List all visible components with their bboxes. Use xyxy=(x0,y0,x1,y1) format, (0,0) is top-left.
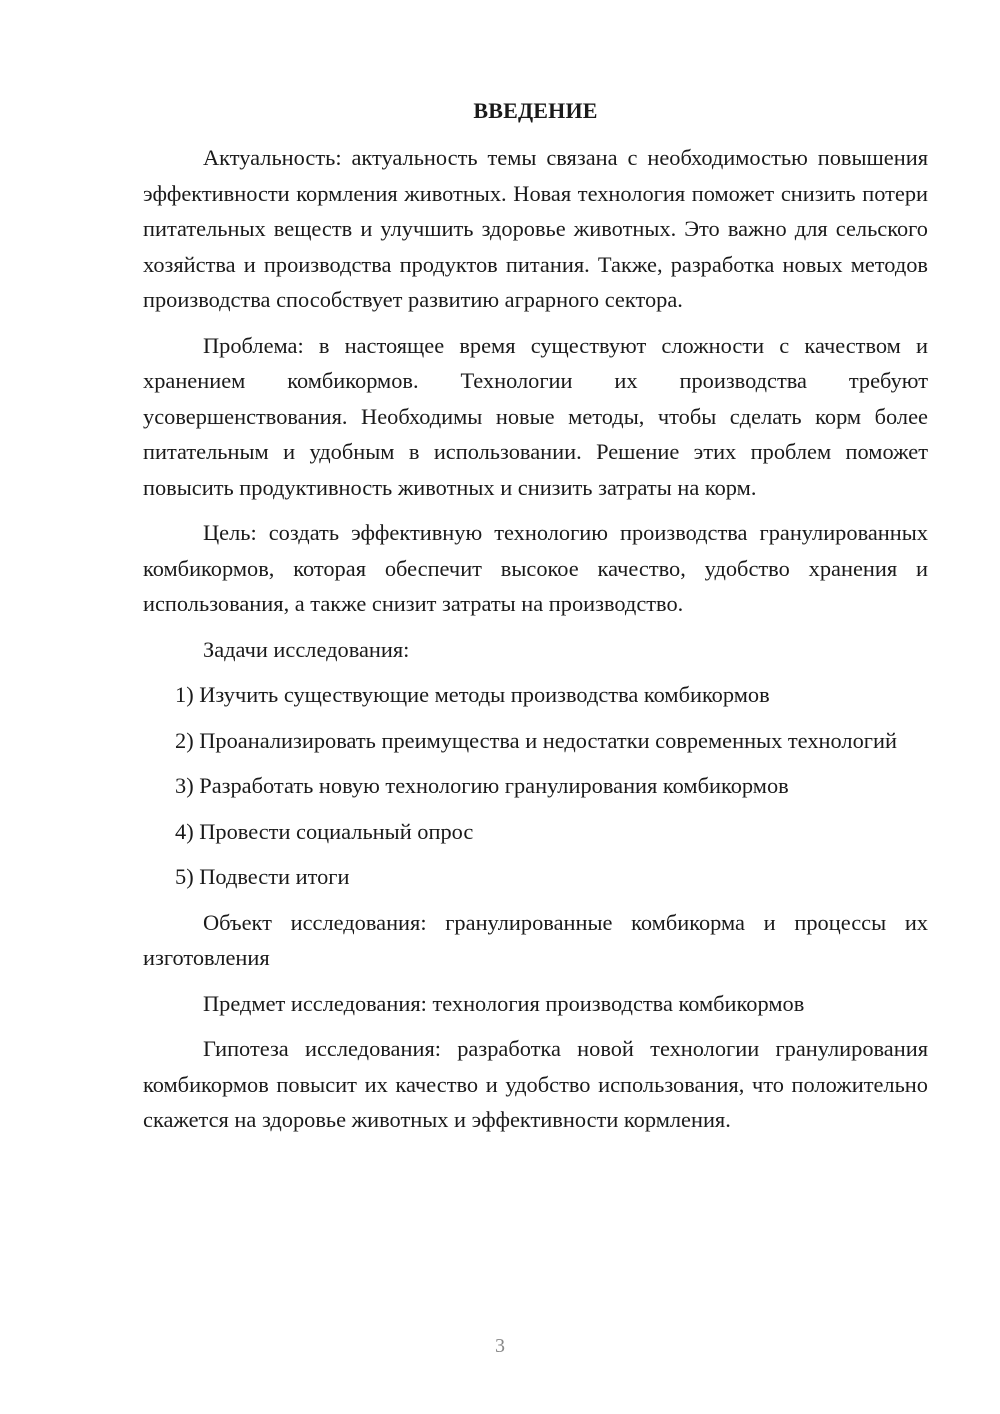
goal-paragraph: Цель: создать эффективную технологию производства гранулированных комбикормов, которая обеспечит высокое качество, удобство хранения и использования, а также снизит затраты на производство. xyxy=(143,520,928,616)
page-number: 3 xyxy=(495,1335,505,1357)
document-page xyxy=(143,96,928,1138)
relevance-paragraph: Актуальность: актуальность темы связана с необходимостью повышения эффективности кормления животных. Новая технология поможет снизить потери питательных веществ и улучшить здоровье животных. Это важно для сельского хозяйства и производства продуктов питания. Также, разработка новых методов производства способствует развитию аграрного сектора. xyxy=(143,145,928,312)
task-item: 5) Подвести итоги xyxy=(175,864,350,889)
task-item: 2) Проанализировать преимущества и недостатки современных технологий xyxy=(175,727,897,753)
section-title: ВВЕДЕНИЕ xyxy=(473,98,598,123)
task-item: 1) Изучить существующие методы производства комбикормов xyxy=(175,682,770,707)
tasks-heading: Задачи исследования: xyxy=(203,636,410,662)
tasks-list xyxy=(143,677,928,895)
problem-paragraph: Проблема: в настоящее время существуют сложности с качеством и хранением комбикормов. Технологии их производства требуют усовершенствования. Необходимы новые методы, чтобы сделать корм более питательным и удобным в использовании. Решение этих проблем поможет повысить продуктивность животных и снизить затраты на корм. xyxy=(143,332,928,500)
task-item: 3) Разработать новую технологию гранулирования комбикормов xyxy=(175,773,789,798)
object-paragraph: Объект исследования: гранулированные комбикорма и процессы их изготовления xyxy=(143,909,928,970)
task-item: 4) Провести социальный опрос xyxy=(175,818,474,844)
hypothesis-paragraph: Гипотеза исследования: разработка новой технологии гранулирования комбикормов повысит их качество и удобство использования, что положительно скажется на здоровье животных и эффективности кормления. xyxy=(143,1036,928,1132)
subject-paragraph: Предмет исследования: технология производства комбикормов xyxy=(203,990,805,1016)
